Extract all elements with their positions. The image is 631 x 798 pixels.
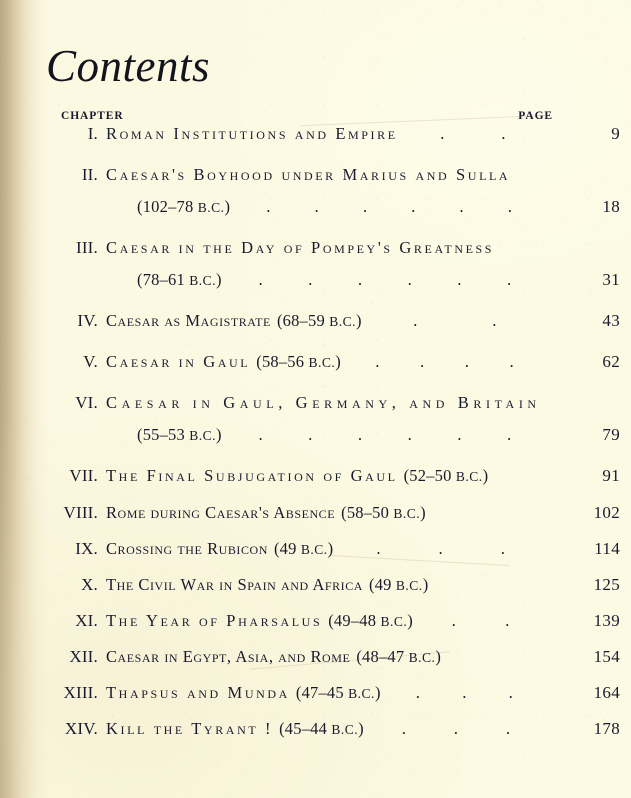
toc-entry[interactable]	[0, 683, 631, 715]
page-number[interactable]: 178	[593, 719, 620, 738]
toc-entry[interactable]	[0, 124, 631, 156]
chapter-title: Thapsus and Munda	[106, 683, 290, 702]
entry-date-range: (58–56 B.C.)	[256, 352, 341, 371]
leader-dots: . . . .	[375, 353, 514, 370]
toc-entry[interactable]	[0, 539, 631, 571]
page-number[interactable]: 139	[593, 611, 620, 630]
entry-date-range: (49 B.C.)	[273, 539, 334, 558]
toc-entry[interactable]	[0, 611, 631, 643]
toc-entry-line-continuation	[0, 270, 631, 302]
chapter-numeral: IX.	[75, 539, 98, 558]
toc-entry-line	[0, 165, 631, 197]
entry-date-range: (45–44 B.C.)	[279, 719, 364, 738]
entry-date-range: (68–59 B.C.)	[276, 311, 362, 330]
chapter-title: The Civil War in Spain and Africa	[106, 575, 363, 594]
toc-entry-line	[0, 238, 631, 270]
page-title: Contents	[46, 41, 211, 91]
chapter-title: Caesar in Gaul	[106, 352, 251, 371]
chapter-numeral: I.	[87, 124, 98, 143]
toc-entry[interactable]	[0, 575, 631, 607]
leader-dots: . .	[413, 312, 497, 329]
toc-entry[interactable]	[0, 238, 631, 302]
toc-entry[interactable]	[0, 647, 631, 679]
toc-entry-line	[0, 466, 631, 498]
page-number[interactable]: 79	[602, 425, 620, 444]
entry-date-range: (78–61 B.C.)	[137, 270, 222, 289]
entry-date-range: (55–53 B.C.)	[137, 425, 222, 444]
toc-entry-line	[0, 611, 631, 643]
chapter-numeral: XIII.	[63, 683, 98, 702]
toc-entry[interactable]	[0, 466, 631, 498]
toc-entry-line	[0, 124, 631, 156]
chapter-numeral: VIII.	[63, 503, 98, 522]
entry-date-range: (58–50 B.C.)	[341, 503, 426, 522]
page-number[interactable]: 91	[602, 466, 620, 485]
entry-date-range: (52–50 B.C.)	[403, 466, 489, 485]
chapter-title: Rome during Caesar's Absence	[106, 503, 336, 522]
page-number[interactable]: 114	[594, 539, 620, 558]
chapter-title: Roman Institutions and Empire	[106, 124, 398, 143]
leader-dots: . . .	[401, 720, 511, 737]
chapter-title: Caesar's Boyhood under Marius and Sulla	[106, 165, 511, 184]
leader-dots: . . . . . .	[258, 271, 512, 288]
page-number[interactable]: 43	[602, 311, 620, 330]
chapter-numeral: VI.	[75, 393, 98, 412]
column-header-page: PAGE	[518, 110, 553, 122]
page-number[interactable]: 31	[602, 270, 620, 289]
chapter-numeral: XI.	[75, 611, 98, 630]
toc-entry-line	[0, 393, 631, 425]
toc-entry-line	[0, 575, 631, 607]
chapter-numeral: III.	[75, 238, 98, 257]
toc-entry[interactable]	[0, 719, 631, 751]
toc-entry[interactable]	[0, 393, 631, 457]
leader-dots: . . . . . .	[258, 426, 512, 443]
entry-date-range: (102–78 B.C.)	[137, 197, 231, 216]
table-of-contents-list	[0, 124, 631, 755]
toc-entry-line	[0, 647, 631, 679]
chapter-title: Caesar in Egypt, Asia, and Rome	[106, 647, 351, 666]
chapter-numeral: V.	[83, 352, 98, 371]
chapter-numeral: XIV.	[64, 719, 98, 738]
chapter-numeral: XII.	[69, 647, 98, 666]
entry-date-range: (49–48 B.C.)	[328, 611, 413, 630]
chapter-numeral: IV.	[77, 311, 98, 330]
entry-date-range: (47–45 B.C.)	[295, 683, 381, 702]
leader-dots: . . .	[415, 684, 513, 701]
chapter-title: Caesar as Magistrate	[106, 311, 271, 330]
page-number[interactable]: 18	[602, 197, 620, 216]
chapter-title: Kill the Tyrant !	[106, 719, 274, 738]
toc-entry-line-continuation	[0, 197, 631, 229]
page-number[interactable]: 154	[593, 647, 620, 666]
toc-entry[interactable]	[0, 311, 631, 343]
page-number[interactable]: 102	[593, 503, 620, 522]
toc-entry-line	[0, 539, 631, 571]
chapter-numeral: X.	[81, 575, 98, 594]
toc-entry[interactable]	[0, 503, 631, 535]
leader-dots: . .	[440, 125, 506, 142]
toc-entry-line	[0, 352, 631, 384]
toc-entry-line	[0, 683, 631, 715]
chapter-title: Caesar in the Day of Pompey's Greatness	[106, 238, 495, 257]
column-header-chapter: CHAPTER	[61, 110, 124, 122]
toc-entry[interactable]	[0, 352, 631, 384]
page-number[interactable]: 125	[593, 575, 620, 594]
chapter-title: The Year of Pharsalus	[106, 611, 323, 630]
entry-date-range: (49 B.C.)	[369, 575, 429, 594]
chapter-title: Caesar in Gaul, Germany, and Britain	[106, 393, 541, 412]
toc-entry-line	[0, 719, 631, 751]
chapter-title: The Final Subjugation of Gaul	[106, 466, 398, 485]
chapter-title: Crossing the Rubicon	[106, 539, 268, 558]
toc-entry-line	[0, 503, 631, 535]
entry-date-range: (48–47 B.C.)	[356, 647, 442, 666]
leader-dots: . . .	[376, 540, 505, 557]
toc-entry-line-continuation	[0, 425, 631, 457]
page-number[interactable]: 9	[611, 124, 620, 143]
leader-dots: . . . . . .	[266, 198, 512, 215]
page-number[interactable]: 164	[593, 683, 620, 702]
toc-entry[interactable]	[0, 165, 631, 229]
page-number[interactable]: 62	[602, 352, 620, 371]
chapter-numeral: VII.	[69, 466, 98, 485]
toc-entry-line	[0, 311, 631, 343]
leader-dots: . .	[451, 612, 510, 629]
chapter-numeral: II.	[81, 165, 98, 184]
